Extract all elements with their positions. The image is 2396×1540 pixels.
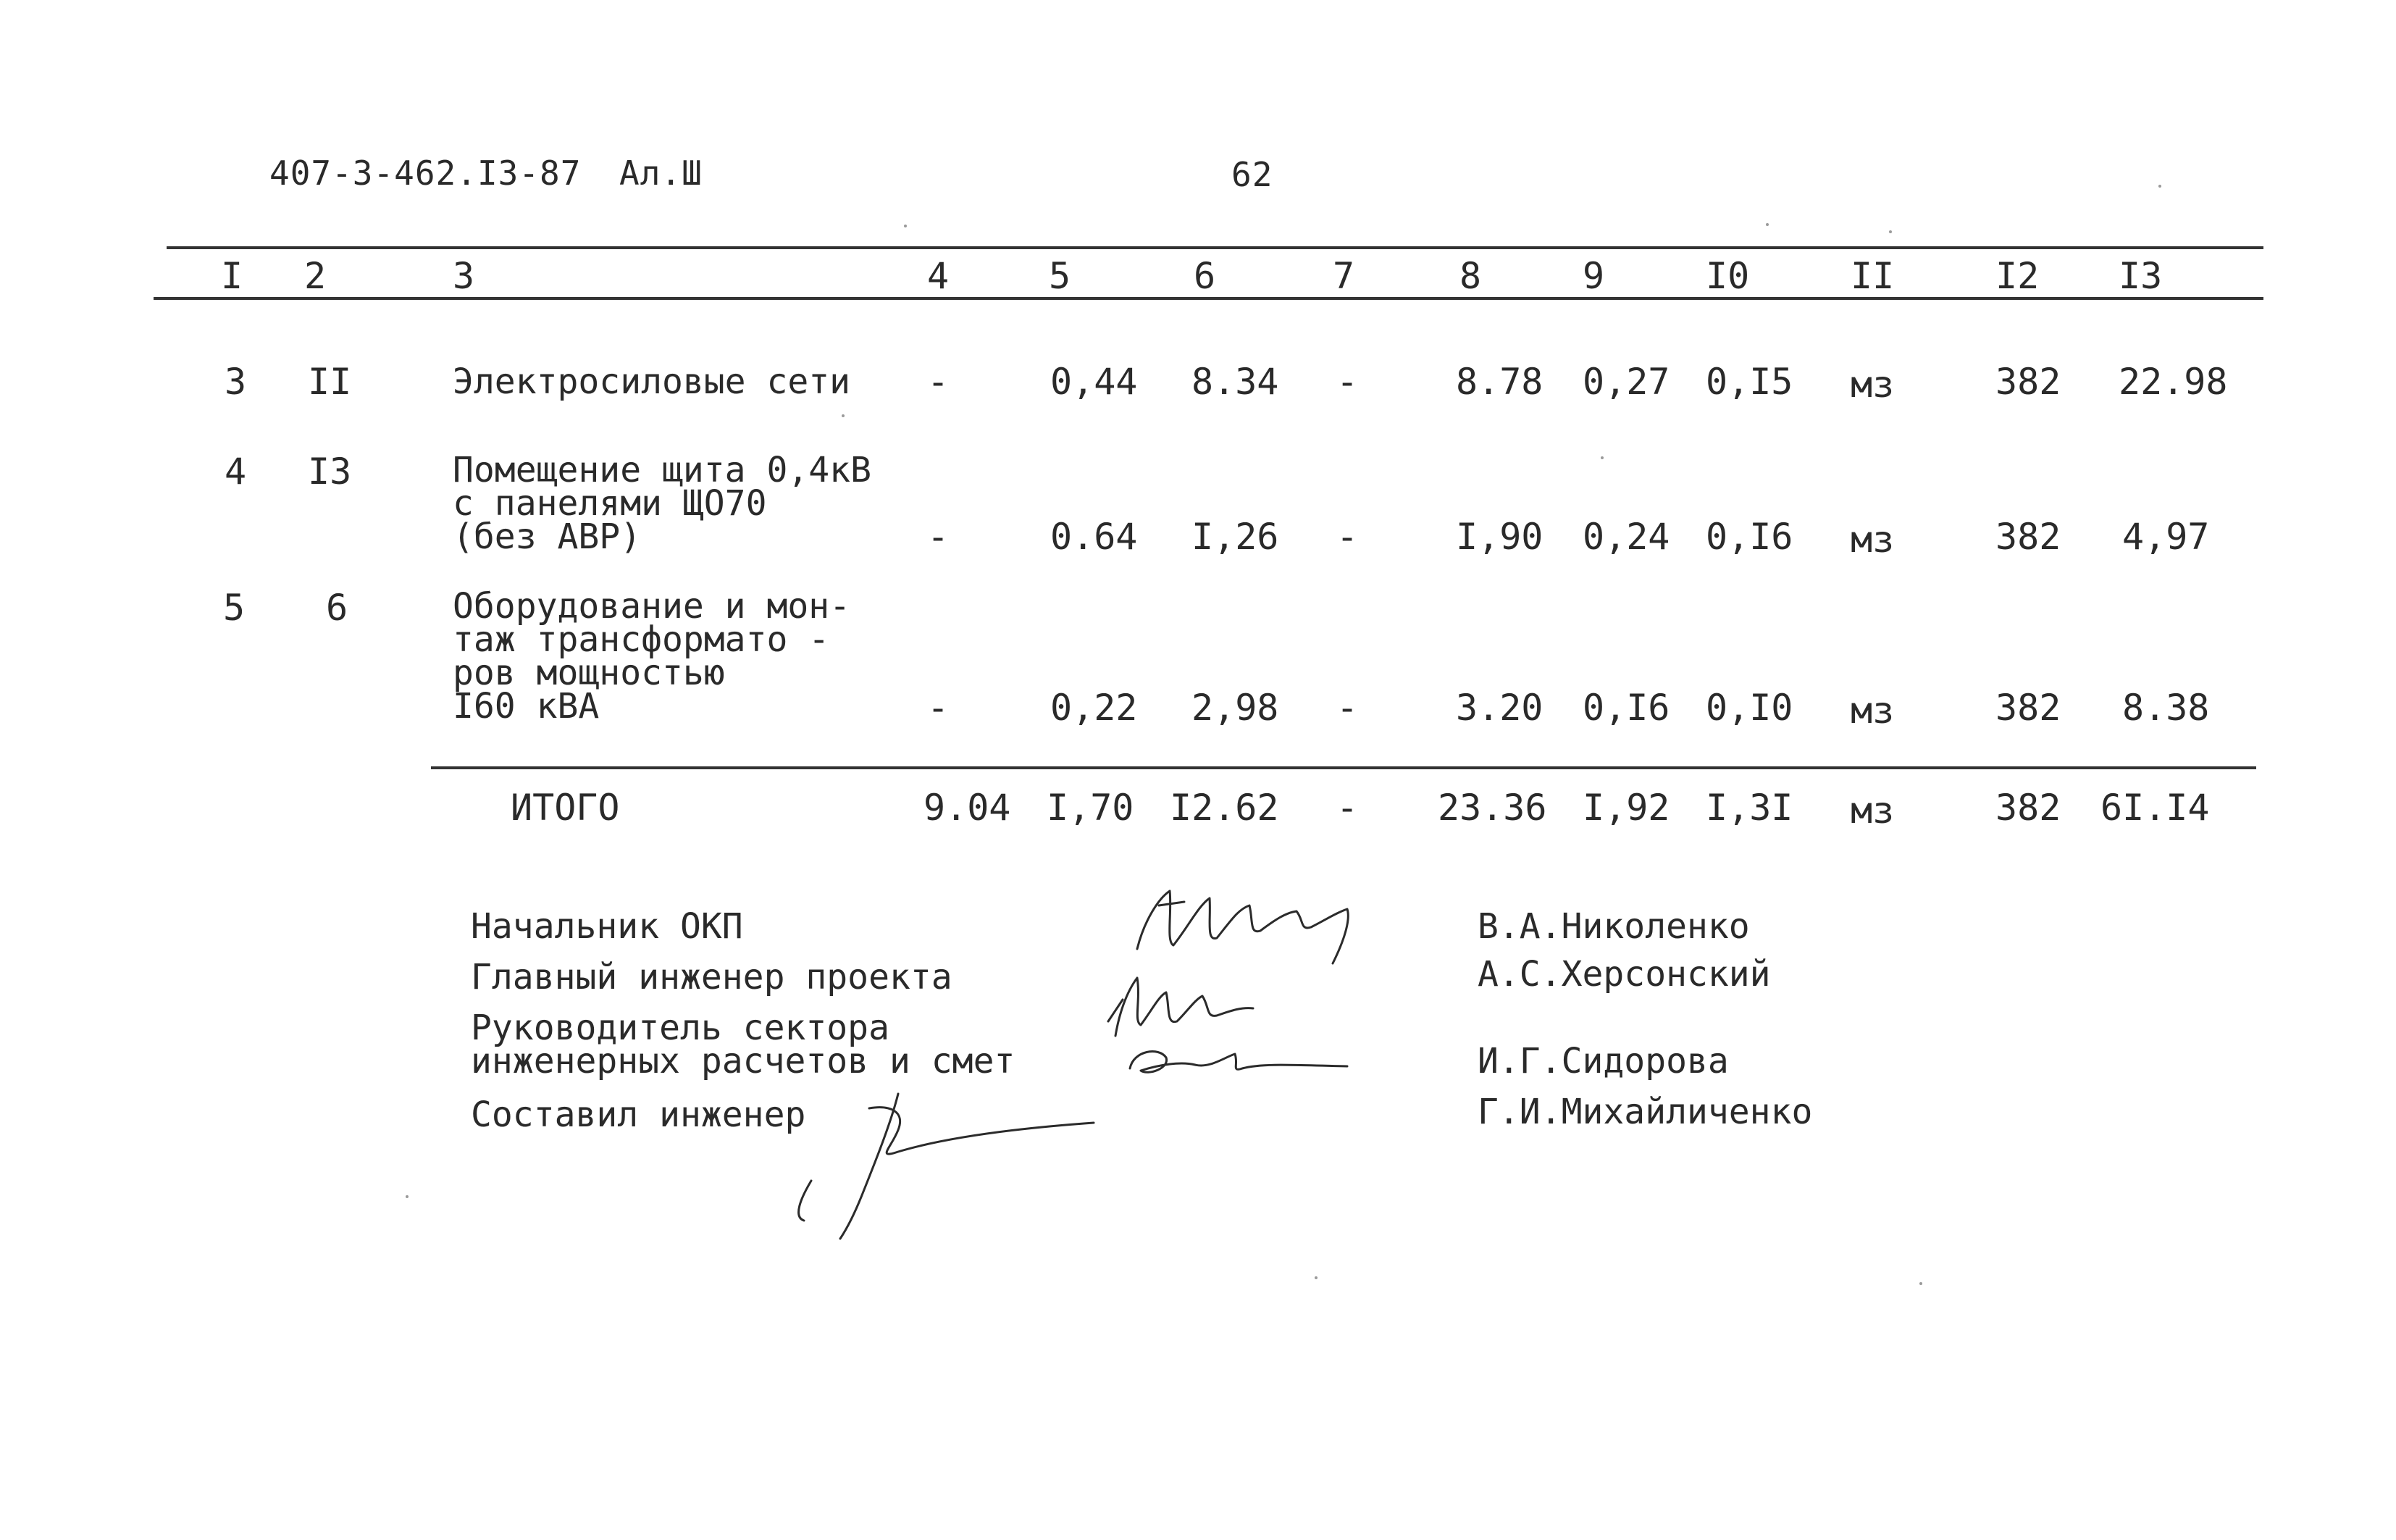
column-number: II	[1851, 255, 1895, 297]
column-number: 6	[1194, 255, 1216, 297]
cell-col2: I3	[308, 451, 352, 493]
album-label: Ал.Ш	[619, 154, 703, 193]
cell-col8: 8.78	[1456, 361, 1543, 403]
scan-speck	[2158, 185, 2161, 188]
cell-col6: 2,98	[1191, 687, 1279, 729]
cell-col12: 382	[1995, 516, 2061, 558]
cell-col10: 0,I0	[1706, 687, 1793, 729]
cell-col4: -	[927, 687, 950, 729]
table-header-bottom-rule	[154, 297, 2263, 300]
cell-description: (без АВР)	[453, 516, 642, 557]
column-number: 9	[1583, 255, 1605, 297]
signer-name: В.А.Николенко	[1478, 906, 1750, 947]
cell-col9: 0,I6	[1583, 687, 1670, 729]
scan-speck	[1766, 223, 1769, 226]
cell-description: таж трансформато -	[453, 619, 830, 660]
column-number: 7	[1333, 255, 1355, 297]
column-number: I	[221, 255, 243, 297]
cell-col1: 5	[223, 587, 246, 629]
scan-speck	[842, 414, 845, 417]
cell-col2: II	[308, 361, 352, 403]
cell-col13: 22.98	[2119, 361, 2228, 403]
scan-speck	[1919, 1282, 1922, 1285]
cell-col7: -	[1336, 687, 1359, 729]
scan-speck	[904, 225, 907, 227]
signature-mark-3	[1115, 1036, 1362, 1087]
signer-title: Главный инженер проекта	[471, 957, 952, 997]
cell-col9: 0,24	[1583, 516, 1670, 558]
total-col8: 23.36	[1438, 787, 1547, 829]
cell-col12: 382	[1995, 687, 2061, 729]
cell-col5: 0,22	[1050, 687, 1138, 729]
cell-col1: 4	[225, 451, 247, 493]
signer-title: Составил инженер	[471, 1095, 806, 1135]
cell-col4: -	[927, 516, 950, 558]
signature-mark-4	[789, 1079, 1108, 1246]
total-col7: -	[1336, 787, 1359, 829]
column-number: 2	[304, 255, 327, 297]
column-number: I2	[1995, 255, 2040, 297]
cell-description: ров мощностью	[453, 653, 725, 693]
cell-description: I60 кВА	[453, 686, 600, 727]
column-number: 5	[1049, 255, 1071, 297]
cell-description: Оборудование и мон-	[453, 586, 851, 627]
total-col6: I2.62	[1170, 787, 1279, 829]
signer-name: И.Г.Сидорова	[1478, 1041, 1729, 1081]
cell-col7: -	[1336, 516, 1359, 558]
cell-col10: 0,I5	[1706, 361, 1793, 403]
cell-col8: I,90	[1456, 516, 1543, 558]
cell-col8: 3.20	[1456, 687, 1543, 729]
column-number: 4	[927, 255, 950, 297]
total-rule	[431, 766, 2256, 769]
total-col11: мз	[1851, 790, 1895, 832]
cell-col11: мз	[1851, 519, 1895, 561]
cell-col5: 0,44	[1050, 361, 1138, 403]
column-number: 3	[453, 255, 475, 297]
cell-col1: 3	[225, 361, 247, 403]
cell-description: Помещение щита 0,4кВ	[453, 450, 871, 490]
scan-speck	[1889, 230, 1892, 233]
document-code: 407-3-462.I3-87	[269, 154, 582, 193]
table-top-rule	[167, 246, 2263, 249]
signer-title: Начальник ОКП	[471, 906, 743, 947]
scan-speck	[1315, 1276, 1318, 1279]
scan-speck	[1601, 456, 1604, 459]
cell-col11: мз	[1851, 364, 1895, 406]
scan-speck	[406, 1195, 409, 1198]
cell-col4: -	[927, 361, 950, 403]
cell-col7: -	[1336, 361, 1359, 403]
signer-name: А.С.Херсонский	[1478, 954, 1771, 995]
column-number: I0	[1706, 255, 1750, 297]
total-col10: I,3I	[1706, 787, 1793, 829]
page-number: 62	[1231, 155, 1273, 194]
signer-title: Руководитель сектора инженерных расчетов и смет	[471, 1008, 1015, 1081]
total-col4: 9.04	[923, 787, 1011, 829]
cell-col5: 0.64	[1050, 516, 1138, 558]
cell-col6: I,26	[1191, 516, 1279, 558]
cell-col11: мз	[1851, 690, 1895, 732]
total-col9: I,92	[1583, 787, 1670, 829]
total-col13: 6I.I4	[2100, 787, 2210, 829]
total-col5: I,70	[1047, 787, 1134, 829]
total-label: ИТОГО	[511, 787, 620, 829]
column-number: 8	[1459, 255, 1482, 297]
total-col12: 382	[1995, 787, 2061, 829]
cell-description: Электросиловые сети	[453, 361, 851, 402]
cell-col2: 6	[326, 587, 348, 629]
cell-col13: 4,97	[2122, 516, 2210, 558]
cell-col9: 0,27	[1583, 361, 1670, 403]
cell-col10: 0,I6	[1706, 516, 1793, 558]
column-number: I3	[2119, 255, 2163, 297]
cell-description: с панелями ЩО70	[453, 483, 767, 524]
cell-col6: 8.34	[1191, 361, 1279, 403]
cell-col12: 382	[1995, 361, 2061, 403]
signer-name: Г.И.Михайличенко	[1478, 1092, 1813, 1132]
cell-col13: 8.38	[2122, 687, 2210, 729]
